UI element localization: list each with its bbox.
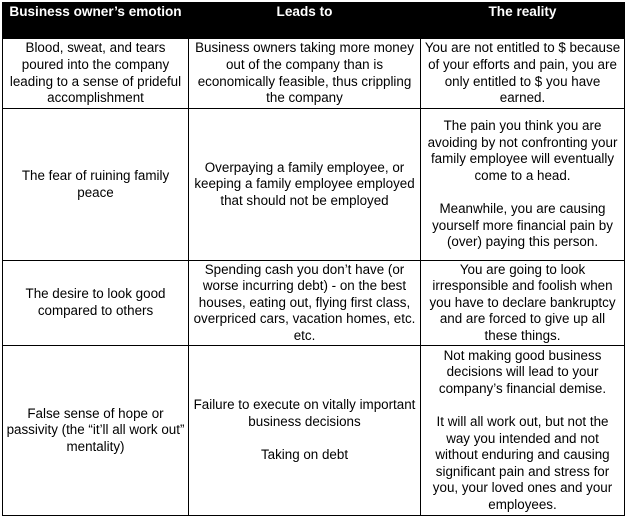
leads-to-cell bbox=[189, 109, 421, 261]
cell-text: It will all work out, but not the way you intended and not without enduring and causing significant pain and stress for you, your loved ones and your employees. bbox=[432, 413, 613, 512]
header-row bbox=[3, 3, 625, 39]
emotions-table bbox=[2, 2, 625, 516]
cell-text: False sense of hope or passivity (the “it’ll all work out” mentality) bbox=[6, 405, 185, 454]
cell-text: Not making good business decisions will lead to your company’s financial demise. bbox=[438, 347, 607, 396]
table-row bbox=[3, 109, 625, 261]
table-row bbox=[3, 346, 625, 516]
cell-text: Spending cash you don’t have (or worse incurring debt) - on the best houses, eating out, flying first class, overpriced cars, vacation homes, etc. etc. bbox=[193, 261, 416, 343]
reality-cell bbox=[421, 39, 625, 109]
leads-to-cell bbox=[189, 39, 421, 109]
leads-to-cell bbox=[189, 346, 421, 516]
reality-cell bbox=[421, 346, 625, 516]
table-row bbox=[3, 39, 625, 109]
cell-text: The desire to look good compared to others bbox=[25, 286, 166, 318]
cell-text: Overpaying a family employee, or keeping a family employee employed that should not be employed bbox=[194, 159, 415, 208]
reality-cell bbox=[421, 261, 625, 346]
cell-text: The fear of ruining family peace bbox=[21, 167, 170, 200]
emotion-cell bbox=[3, 346, 189, 516]
header-reality: The reality bbox=[421, 3, 625, 39]
cell-text: You are not entitled to $ because of your efforts and pain, you are only entitled to $ you have earned. bbox=[424, 40, 621, 106]
emotion-cell bbox=[3, 261, 189, 346]
table-row bbox=[3, 261, 625, 346]
cell-text: Meanwhile, you are causing yourself more financial pain by (over) paying this person. bbox=[432, 201, 613, 250]
leads-to-cell bbox=[189, 261, 421, 346]
cell-text: You are going to look irresponsible and foolish when you have to declare bankruptcy and are forced to give up all these things. bbox=[429, 261, 616, 343]
cell-text: Failure to execute on vitally important business decisions bbox=[193, 397, 416, 429]
emotion-cell bbox=[3, 39, 189, 109]
cell-text: Blood, sweat, and tears poured into the company leading to a sense of prideful accomplishment bbox=[9, 40, 182, 106]
cell-text: Taking on debt bbox=[260, 447, 349, 463]
cell-text: Business owners taking more money out of the company than is economically feasible, thus crippling the company bbox=[195, 40, 414, 106]
reality-cell bbox=[421, 109, 625, 261]
cell-text: The pain you think you are avoiding by not confronting your family employee will eventually come to a head. bbox=[427, 118, 618, 183]
header-leads-to: Leads to bbox=[189, 3, 421, 39]
header-emotion: Business owner’s emotion bbox=[3, 3, 189, 39]
emotion-cell bbox=[3, 109, 189, 261]
